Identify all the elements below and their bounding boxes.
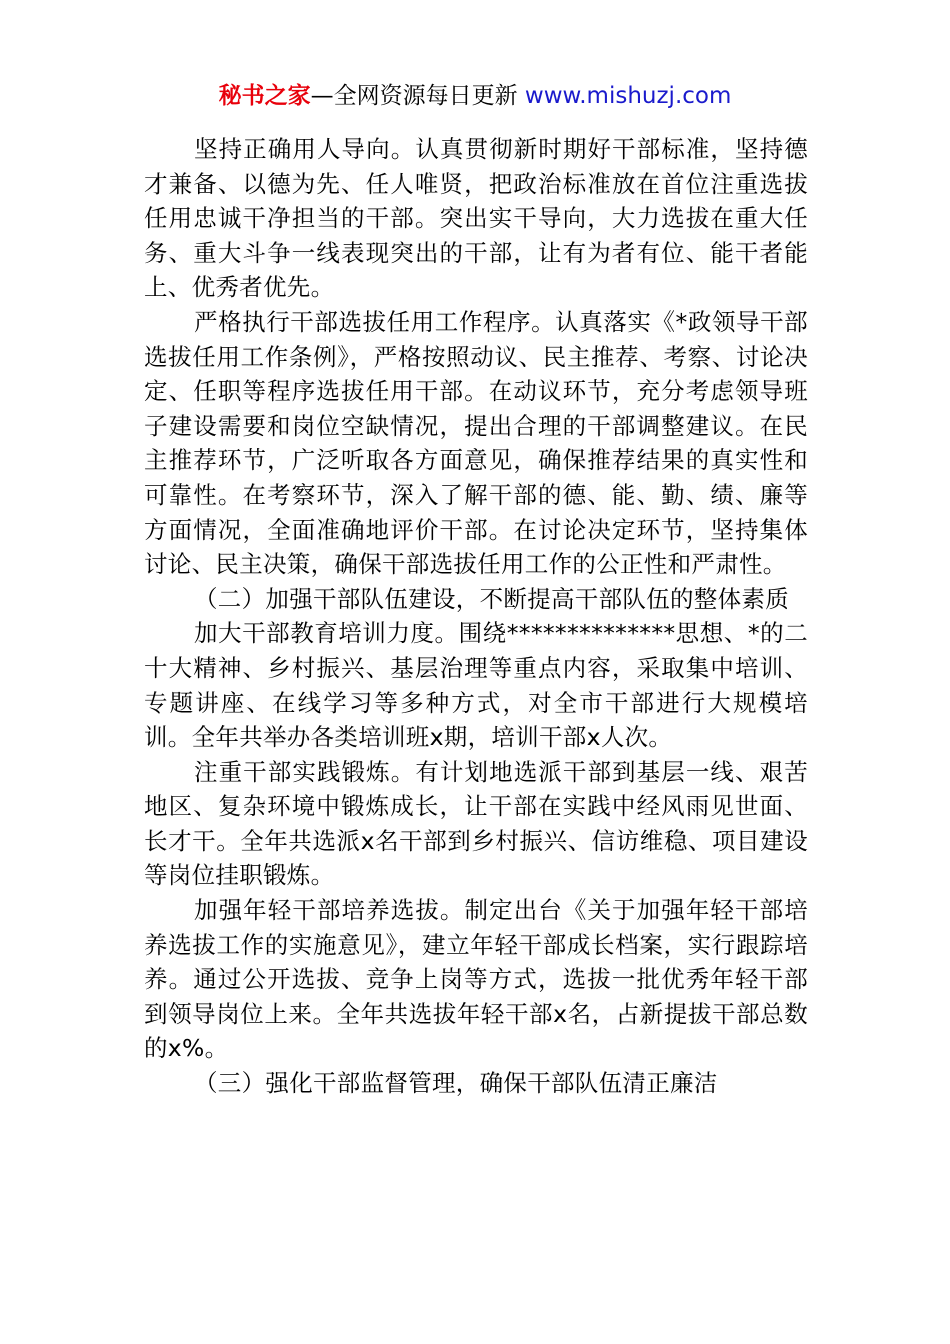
header-tagline: —全网资源每日更新 <box>310 83 525 109</box>
paragraph-training: 加大干部教育培训力度。围绕**************思想、*的二十大精神、乡村振兴、基层治理等重点内容，采取集中培训、专题讲座、在线学习等多种方式，对全市干部进行大规模培训。全年共举办各类培训班x期，培训干部x人次。 <box>144 619 808 752</box>
document-body <box>144 132 808 1101</box>
paragraph-selection-orientation: 坚持正确用人导向。认真贯彻新时期好干部标准，坚持德才兼备、以德为先、任人唯贤，把政治标准放在首位注重选拔任用忠诚干净担当的干部。突出实干导向，大力选拔在重大任务、重大斗争一线表现突出的干部，让有为者有位、能干者能上、优秀者优先。 <box>144 135 808 302</box>
section-heading-3: （三）强化干部监督管理，确保干部队伍清正廉洁 <box>194 1069 718 1098</box>
paragraph-practice: 注重干部实践锻炼。有计划地选派干部到基层一线、艰苦地区、复杂环境中锻炼成长，让干部在实践中经风雨见世面、长才干。全年共选派x名干部到乡村振兴、信访维稳、项目建设等岗位挂职锻炼。 <box>144 757 808 890</box>
paragraph-young-cadres: 加强年轻干部培养选拔。制定出台《关于加强年轻干部培养选拔工作的实施意见》，建立年轻干部成长档案，实行跟踪培养。通过公开选拔、竞争上岗等方式，选拔一批优秀年轻干部到领导岗位上来。全年共选拔年轻干部x名，占新提拔干部总数的x%。 <box>144 896 808 1063</box>
page-header <box>0 80 950 112</box>
website-link[interactable]: www.mishuzj.com <box>524 83 732 109</box>
section-heading-2: （二）加强干部队伍建设，不断提高干部队伍的整体素质 <box>194 584 789 613</box>
brand-name: 秘书之家 <box>218 83 311 109</box>
paragraph-selection-procedure: 严格执行干部选拔任用工作程序。认真落实《*政领导干部选拔任用工作条例》，严格按照动议、民主推荐、考察、讨论决定、任职等程序选拔任用干部。在动议环节，充分考虑领导班子建设需要和岗位空缺情况，提出合理的干部调整建议。在民主推荐环节，广泛听取各方面意见，确保推荐结果的真实性和可靠性。在考察环节，深入了解干部的德、能、勤、绩、廉等方面情况，全面准确地评价干部。在讨论决定环节，坚持集体讨论、民主决策，确保干部选拔任用工作的公正性和严肃性。 <box>144 307 808 579</box>
